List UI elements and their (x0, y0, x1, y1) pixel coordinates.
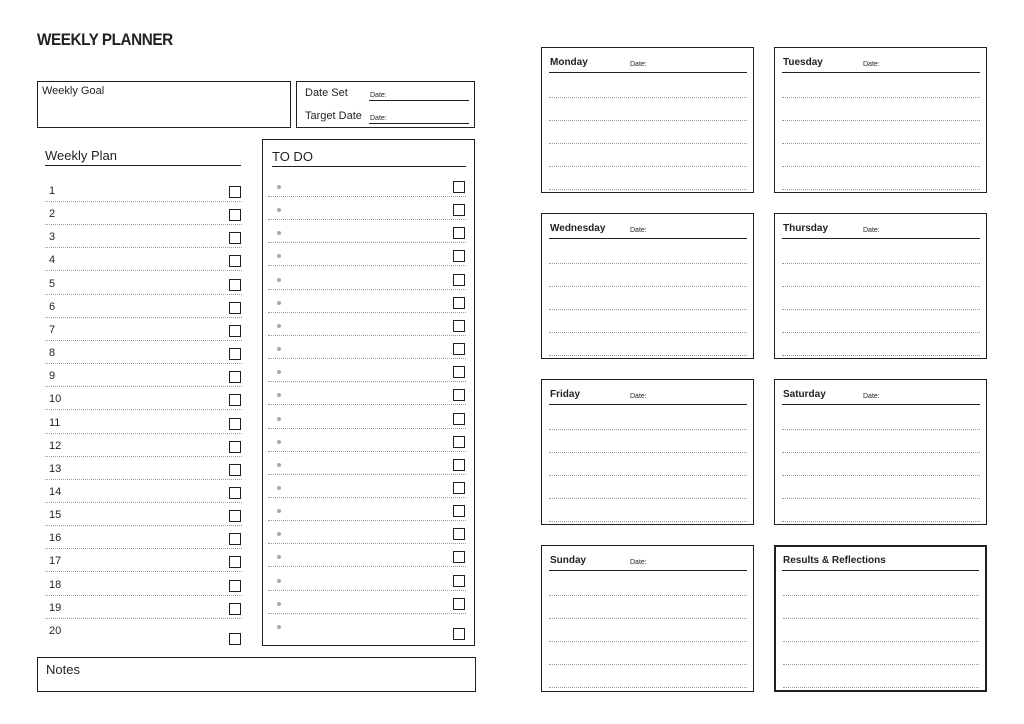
day-date-label: Date: (630, 393, 647, 400)
plan-checkbox[interactable] (229, 633, 241, 645)
day-box-tuesday[interactable] (774, 47, 987, 193)
day-name: Friday (550, 389, 581, 400)
todo-row[interactable] (268, 335, 466, 359)
bullet-icon (277, 625, 281, 629)
writing-line (549, 355, 747, 356)
writing-line (782, 475, 980, 476)
day-name: Wednesday (550, 223, 606, 234)
plan-row-number: 13 (49, 462, 62, 475)
day-header (549, 386, 747, 405)
plan-row-number: 6 (49, 300, 56, 313)
plan-row[interactable] (45, 201, 242, 225)
plan-row[interactable] (45, 525, 242, 549)
bullet-icon (277, 208, 281, 212)
plan-row[interactable] (45, 294, 242, 318)
plan-row[interactable] (45, 224, 242, 248)
bullet-icon (277, 555, 281, 559)
bullet-icon (277, 486, 281, 490)
writing-line (549, 429, 747, 430)
plan-row[interactable] (45, 340, 242, 364)
writing-line (549, 475, 747, 476)
writing-line (782, 498, 980, 499)
todo-checkbox[interactable] (453, 628, 465, 640)
plan-row-number: 20 (49, 624, 62, 637)
day-box-friday[interactable] (541, 379, 754, 525)
todo-row[interactable] (268, 543, 466, 567)
plan-row[interactable] (45, 456, 242, 480)
writing-line (782, 429, 980, 430)
bullet-icon (277, 324, 281, 328)
plan-row-number: 11 (49, 416, 61, 429)
todo-checkbox[interactable] (453, 575, 465, 587)
plan-checkbox[interactable] (229, 209, 241, 221)
writing-line (549, 595, 747, 596)
writing-line (549, 498, 747, 499)
todo-checkbox[interactable] (453, 528, 465, 540)
bullet-icon (277, 509, 281, 513)
results-label: Results & Reflections (783, 555, 886, 566)
todo-row[interactable] (268, 520, 466, 544)
bullet-icon (277, 602, 281, 606)
todo-row[interactable] (268, 451, 466, 475)
plan-row-number: 1 (49, 185, 56, 197)
plan-row[interactable] (45, 363, 242, 387)
dates-box (296, 81, 475, 128)
writing-line (782, 166, 980, 167)
writing-line (549, 452, 747, 453)
todo-checkbox[interactable] (453, 204, 465, 216)
plan-checkbox[interactable] (229, 441, 241, 453)
plan-row[interactable] (45, 410, 242, 434)
day-box-wednesday[interactable] (541, 213, 754, 359)
todo-checkbox[interactable] (453, 551, 465, 563)
todo-row[interactable] (268, 405, 466, 429)
target-date-row (305, 107, 469, 125)
bullet-icon (277, 417, 281, 421)
target-date-field[interactable] (369, 110, 469, 124)
day-date-label: Date: (863, 61, 880, 68)
plan-row-number: 16 (49, 532, 62, 545)
plan-row[interactable] (45, 502, 242, 526)
plan-row[interactable] (45, 433, 242, 457)
plan-row-number: 9 (49, 370, 56, 383)
notes-label: Notes (46, 662, 80, 677)
writing-line (549, 120, 747, 121)
writing-line (549, 332, 747, 333)
writing-line (782, 452, 980, 453)
plan-row[interactable] (45, 386, 242, 410)
writing-line (783, 664, 979, 665)
todo-checkbox[interactable] (453, 297, 465, 309)
plan-checkbox[interactable] (229, 603, 241, 615)
plan-row[interactable] (45, 548, 242, 572)
day-header (782, 220, 980, 239)
day-box-sunday[interactable] (541, 545, 754, 692)
day-box-monday[interactable] (541, 47, 754, 193)
bullet-icon (277, 278, 281, 282)
todo-checkbox[interactable] (453, 227, 465, 239)
plan-row-number: 8 (49, 347, 56, 360)
todo-row[interactable] (268, 312, 466, 336)
todo-row[interactable] (268, 613, 466, 636)
todo-checkbox[interactable] (453, 436, 465, 448)
writing-line (782, 120, 980, 121)
plan-checkbox[interactable] (229, 232, 241, 244)
results-reflections-box[interactable] (774, 545, 987, 692)
writing-line (549, 618, 747, 619)
day-date-label: Date: (863, 393, 880, 400)
plan-row-number: 15 (49, 509, 62, 522)
todo-row[interactable] (268, 196, 466, 220)
todo-checkbox[interactable] (453, 366, 465, 378)
plan-row-number: 5 (49, 277, 56, 290)
plan-checkbox[interactable] (229, 464, 241, 476)
writing-line (549, 97, 747, 98)
results-header (782, 552, 979, 571)
day-date-label: Date: (630, 227, 647, 234)
plan-row[interactable] (45, 247, 242, 271)
todo-checkbox[interactable] (453, 413, 465, 425)
plan-checkbox[interactable] (229, 279, 241, 291)
writing-line (783, 687, 979, 688)
day-date-label: Date: (630, 559, 647, 566)
weekly-goal-box[interactable] (37, 81, 291, 128)
plan-checkbox[interactable] (229, 325, 241, 337)
plan-row[interactable] (45, 572, 242, 596)
todo-row[interactable] (268, 428, 466, 452)
page-title: WEEKLY PLANNER (37, 30, 173, 49)
plan-checkbox[interactable] (229, 371, 241, 383)
target-date-caption: Date: (370, 115, 387, 122)
todo-row[interactable] (268, 567, 466, 591)
weekly-plan-section (41, 144, 244, 644)
todo-row[interactable] (268, 266, 466, 290)
writing-line (782, 286, 980, 287)
day-date-label: Date: (630, 61, 647, 68)
day-name: Monday (550, 57, 588, 68)
writing-line (549, 143, 747, 144)
writing-line (783, 641, 979, 642)
writing-line (549, 263, 747, 264)
day-header (782, 54, 980, 73)
plan-row-number: 4 (49, 254, 56, 267)
writing-line (549, 641, 747, 642)
writing-line (782, 521, 980, 522)
bullet-icon (277, 231, 281, 235)
todo-checkbox[interactable] (453, 482, 465, 494)
plan-row-number: 7 (49, 323, 56, 336)
day-box-saturday[interactable] (774, 379, 987, 525)
day-header (549, 552, 747, 571)
todo-checkbox[interactable] (453, 181, 465, 193)
plan-row-number: 17 (49, 555, 62, 568)
plan-row-number: 18 (49, 578, 62, 591)
plan-row[interactable] (45, 271, 242, 295)
day-name: Sunday (550, 555, 587, 566)
todo-row[interactable] (268, 358, 466, 382)
plan-checkbox[interactable] (229, 533, 241, 545)
plan-row-number: 3 (49, 231, 56, 244)
writing-line (782, 309, 980, 310)
plan-checkbox[interactable] (229, 556, 241, 568)
writing-line (549, 166, 747, 167)
todo-checkbox[interactable] (453, 250, 465, 262)
day-name: Thursday (783, 223, 829, 234)
date-set-caption: Date: (370, 92, 387, 99)
day-header (782, 386, 980, 405)
bullet-icon (277, 463, 281, 467)
writing-line (782, 263, 980, 264)
writing-line (549, 687, 747, 688)
writing-line (783, 595, 979, 596)
writing-line (782, 143, 980, 144)
todo-checkbox[interactable] (453, 389, 465, 401)
bullet-icon (277, 185, 281, 189)
todo-row[interactable] (268, 242, 466, 266)
writing-line (549, 189, 747, 190)
todo-checkbox[interactable] (453, 343, 465, 355)
day-header (549, 54, 747, 73)
writing-line (783, 618, 979, 619)
plan-checkbox[interactable] (229, 580, 241, 592)
bullet-icon (277, 370, 281, 374)
day-name: Saturday (783, 389, 826, 400)
todo-row[interactable] (268, 497, 466, 521)
plan-row[interactable] (45, 317, 242, 341)
bullet-icon (277, 301, 281, 305)
date-set-label: Date Set (305, 87, 348, 99)
weekly-plan-header: Weekly Plan (45, 148, 241, 166)
writing-line (549, 286, 747, 287)
writing-line (549, 309, 747, 310)
todo-row[interactable] (268, 381, 466, 405)
todo-checkbox[interactable] (453, 598, 465, 610)
writing-line (782, 97, 980, 98)
plan-checkbox[interactable] (229, 394, 241, 406)
plan-row-number: 19 (49, 601, 62, 614)
bullet-icon (277, 254, 281, 258)
bullet-icon (277, 579, 281, 583)
bullet-icon (277, 347, 281, 351)
day-name: Tuesday (783, 57, 823, 68)
day-date-label: Date: (863, 227, 880, 234)
todo-checkbox[interactable] (453, 274, 465, 286)
writing-line (782, 189, 980, 190)
plan-row[interactable] (45, 595, 242, 619)
plan-checkbox[interactable] (229, 255, 241, 267)
plan-checkbox[interactable] (229, 348, 241, 360)
todo-checkbox[interactable] (453, 505, 465, 517)
todo-header: TO DO (272, 149, 466, 167)
writing-line (549, 521, 747, 522)
plan-checkbox[interactable] (229, 510, 241, 522)
plan-checkbox[interactable] (229, 186, 241, 198)
todo-checkbox[interactable] (453, 459, 465, 471)
todo-section (262, 139, 475, 646)
writing-line (782, 332, 980, 333)
todo-row[interactable] (268, 590, 466, 614)
notes-box[interactable] (37, 657, 476, 692)
plan-row-number: 12 (49, 439, 62, 452)
day-box-thursday[interactable] (774, 213, 987, 359)
plan-checkbox[interactable] (229, 418, 241, 430)
todo-row[interactable] (268, 474, 466, 498)
plan-row-number: 14 (49, 485, 62, 498)
plan-row-number: 10 (49, 393, 62, 406)
plan-checkbox[interactable] (229, 487, 241, 499)
writing-line (549, 664, 747, 665)
day-header (549, 220, 747, 239)
weekly-goal-label: Weekly Goal (42, 85, 105, 97)
todo-row[interactable] (268, 173, 466, 197)
bullet-icon (277, 532, 281, 536)
plan-checkbox[interactable] (229, 302, 241, 314)
target-date-label: Target Date (305, 110, 362, 122)
todo-row[interactable] (268, 289, 466, 313)
writing-line (782, 355, 980, 356)
todo-row[interactable] (268, 219, 466, 243)
plan-row[interactable] (45, 479, 242, 503)
plan-row-number: 2 (49, 208, 56, 221)
bullet-icon (277, 393, 281, 397)
todo-checkbox[interactable] (453, 320, 465, 332)
date-set-row (305, 84, 469, 102)
plan-row[interactable] (45, 178, 242, 202)
plan-row[interactable] (45, 618, 242, 641)
bullet-icon (277, 440, 281, 444)
date-set-field[interactable] (369, 87, 469, 101)
